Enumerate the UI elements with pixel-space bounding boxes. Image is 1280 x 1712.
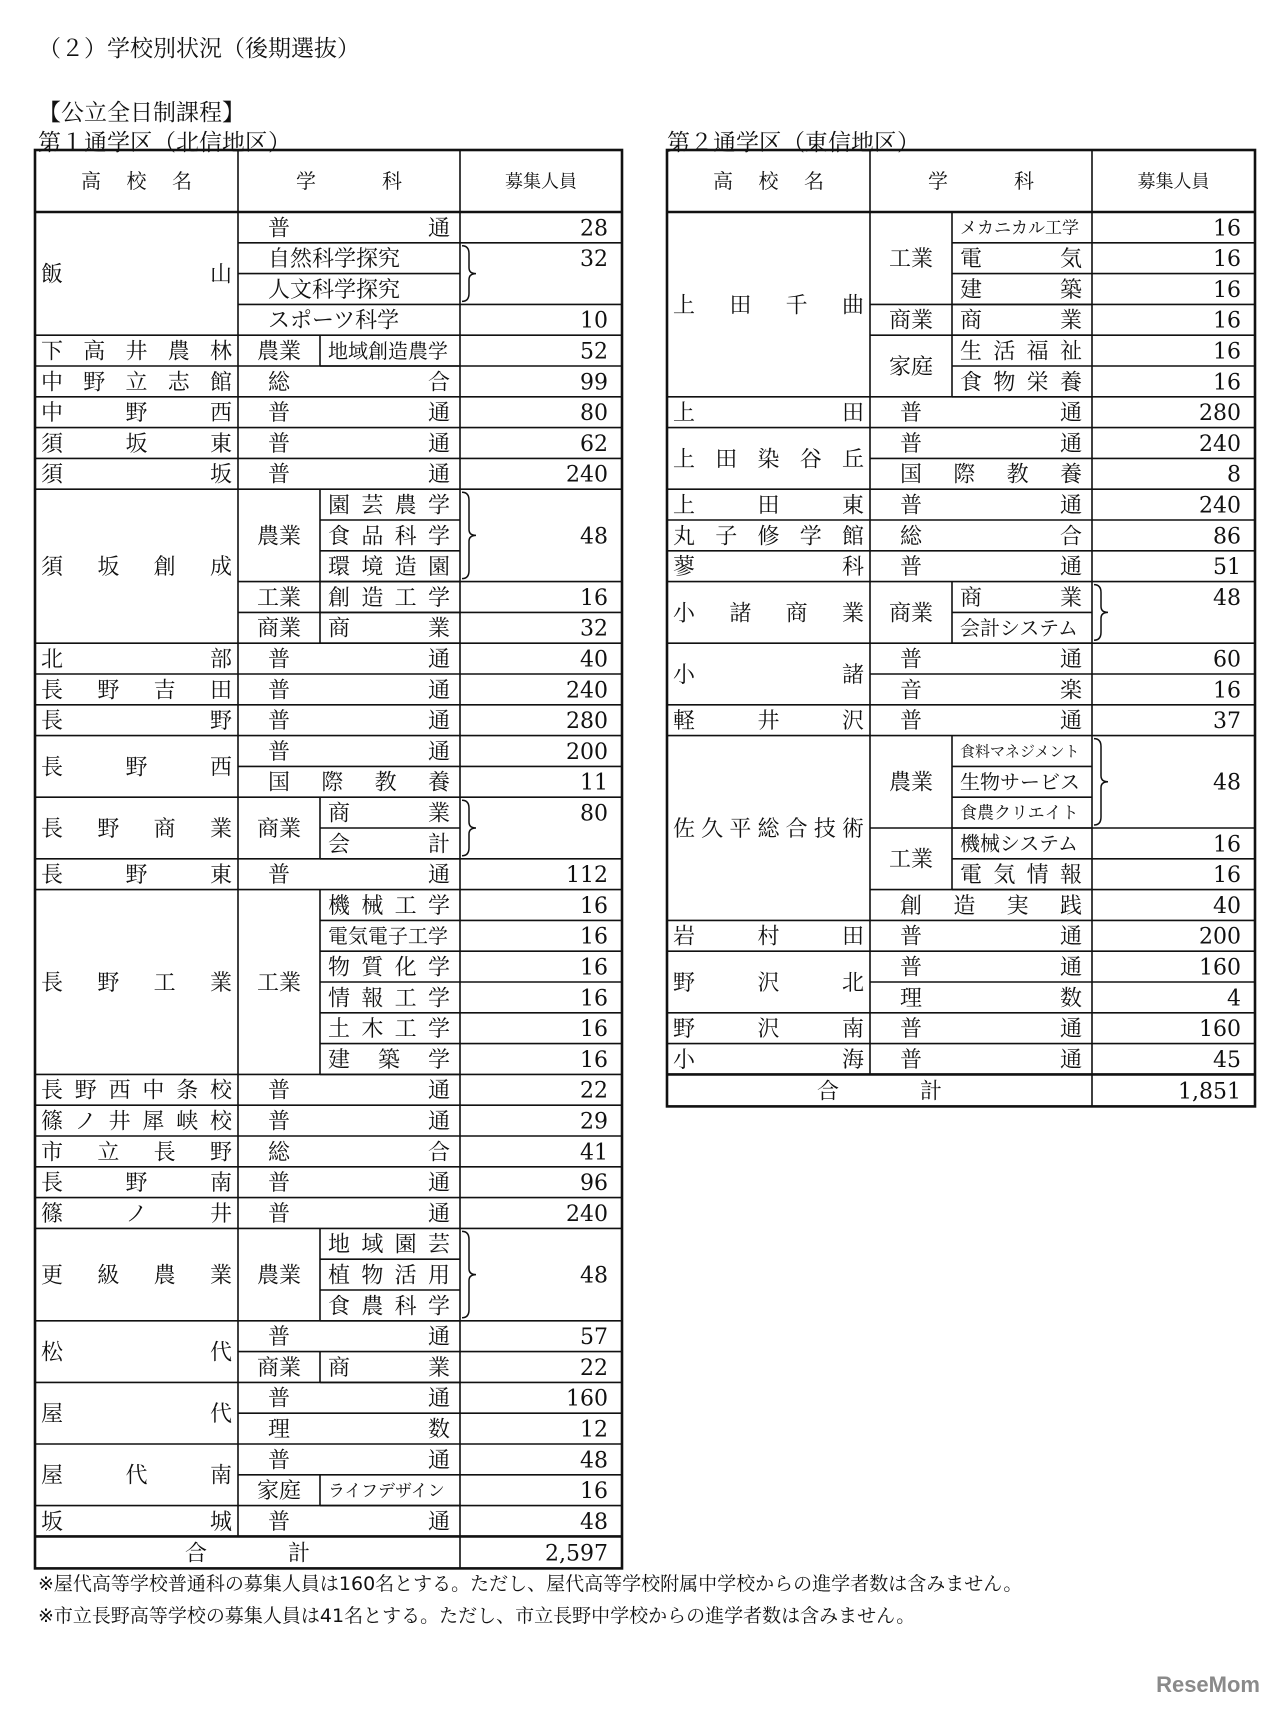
capacity-value: 80 <box>580 401 608 427</box>
capacity-value: 240 <box>566 462 608 488</box>
department-name: 理 数 <box>900 986 1082 1012</box>
table-row <box>320 924 622 951</box>
school-name: 丸子修学館 <box>673 524 864 550</box>
table-row <box>320 1048 622 1074</box>
school-name: 上田 <box>673 401 864 427</box>
school-name: 長野西中条校 <box>41 1078 232 1104</box>
school-group <box>35 1387 622 1444</box>
capacity-value: 16 <box>580 893 608 919</box>
brace-bracket <box>462 1231 476 1317</box>
table-row <box>238 863 622 889</box>
capacity-value: 8 <box>1227 462 1241 488</box>
school-name: 屋代南 <box>41 1463 232 1489</box>
footnotes <box>38 1568 1022 1632</box>
school-name: 小海 <box>673 1047 864 1073</box>
school-name: 下高井農林 <box>41 339 232 365</box>
school-group <box>35 432 622 458</box>
capacity-value: 16 <box>1213 277 1241 303</box>
department-name: 機械システム <box>960 831 1078 856</box>
category-label: 工業 <box>888 847 934 873</box>
department-name: 普 通 <box>900 709 1082 735</box>
department-name: 普 通 <box>900 955 1082 981</box>
category-label: 商業 <box>256 616 302 642</box>
capacity-value: 22 <box>580 1355 608 1381</box>
table-row <box>238 1352 622 1383</box>
school-name: 長野南 <box>41 1171 232 1197</box>
department-name: 建 築 <box>960 277 1082 303</box>
category-label: 家庭 <box>888 354 934 380</box>
table-row <box>320 1264 460 1290</box>
capacity-value: 240 <box>566 1201 608 1227</box>
capacity-value: 40 <box>580 647 608 673</box>
department-name: 普 通 <box>268 863 450 889</box>
department-name: 商 業 <box>328 801 450 827</box>
table-row <box>238 1202 622 1228</box>
capacity-value: 80 <box>580 801 608 827</box>
school-name: 野沢南 <box>673 1017 864 1043</box>
table-row <box>320 986 622 1012</box>
page-title: （２）学校別状況（後期選抜） <box>38 36 360 62</box>
capacity-value: 32 <box>580 616 608 642</box>
school-name: 市立長野 <box>41 1140 232 1166</box>
school-name: 更級農業 <box>41 1263 232 1289</box>
school-name: 小諸商業 <box>673 601 864 627</box>
department-name: 創造実践 <box>900 893 1082 919</box>
school-group <box>35 890 622 1075</box>
department-name: 普 通 <box>268 431 450 457</box>
capacity-value: 86 <box>1213 524 1241 550</box>
table-row <box>320 1294 460 1320</box>
school-name: 上田東 <box>673 493 864 519</box>
school-group <box>35 797 622 859</box>
department-name: 会 計 <box>328 832 450 858</box>
capacity-value: 48 <box>1213 585 1241 611</box>
capacity-value: 52 <box>580 339 608 365</box>
capacity-value: 16 <box>1213 339 1241 365</box>
school-group <box>35 678 622 704</box>
capacity-value: 37 <box>1213 709 1241 735</box>
school-group <box>35 863 622 889</box>
footnote: ※市立長野高等学校の募集人員は41名とする。ただし、市立長野中学校からの進学者数は含みません。 <box>38 1605 916 1627</box>
department-name: スポーツ科学 <box>268 308 400 334</box>
table-row <box>238 1079 622 1105</box>
header-dept: 学 科 <box>928 169 1034 194</box>
school-name: 須坂創成 <box>41 555 232 581</box>
department-name: 総 合 <box>900 524 1082 550</box>
school-name: 須坂東 <box>41 431 232 457</box>
table-row <box>320 524 460 550</box>
department-name: 総 合 <box>268 1140 450 1166</box>
capacity-value: 62 <box>580 431 608 457</box>
table-row <box>320 1017 622 1043</box>
capacity-value: 16 <box>580 585 608 611</box>
department-name: 音 楽 <box>900 678 1082 704</box>
department-name: 創造工学 <box>328 585 450 611</box>
department-name: 商 業 <box>328 616 450 642</box>
brace-bracket <box>462 246 476 302</box>
department-name: 普 通 <box>268 1325 450 1351</box>
header-school: 高 校 名 <box>713 169 824 194</box>
department-name: 機械工学 <box>328 893 450 919</box>
department-name: 植物活用 <box>328 1263 450 1289</box>
capacity-value: 48 <box>580 524 608 550</box>
department-name: 普 通 <box>268 462 450 488</box>
department-name: 園芸農学 <box>328 493 450 519</box>
capacity-value: 12 <box>580 1417 608 1443</box>
department-name: 食品科学 <box>328 524 450 550</box>
capacity-value: 240 <box>566 678 608 704</box>
capacity-value: 16 <box>1213 308 1241 334</box>
brace-bracket <box>462 492 476 578</box>
table-row <box>238 216 622 242</box>
header-capacity: 募集人員 <box>505 171 577 193</box>
school-name: 長野 <box>41 709 232 735</box>
capacity-value: 16 <box>580 1017 608 1043</box>
department-name: 普 通 <box>900 493 1082 519</box>
capacity-value: 29 <box>580 1109 608 1135</box>
school-name: 長野東 <box>41 863 232 889</box>
school-name: 長野商業 <box>41 816 232 842</box>
capacity-value: 40 <box>1213 893 1241 919</box>
table-row <box>238 582 622 613</box>
department-name: 普 通 <box>900 431 1082 457</box>
category-label: 工業 <box>256 970 302 996</box>
school-name: 松代 <box>41 1340 232 1366</box>
department-name: 土木工学 <box>328 1017 450 1043</box>
department-name: 普 通 <box>900 647 1082 673</box>
category-label: 商業 <box>256 1355 302 1381</box>
table-row <box>238 1510 622 1536</box>
table-row <box>238 1448 622 1474</box>
category-label: 農業 <box>256 524 302 550</box>
footnote: ※屋代高等学校普通科の募集人員は160名とする。ただし、屋代高等学校附属中学校からの進学者数は含みません。 <box>38 1573 1023 1595</box>
table-row <box>238 370 622 396</box>
department-name: 情報工学 <box>328 986 450 1012</box>
school-name: 上田千曲 <box>673 293 864 319</box>
department-name: 食物栄養 <box>960 370 1082 396</box>
capacity-value: 57 <box>580 1325 608 1351</box>
capacity-value: 16 <box>580 1479 608 1505</box>
school-name: 野沢北 <box>673 970 864 996</box>
table-row <box>238 709 622 735</box>
school-group <box>35 1228 622 1320</box>
school-name: 須坂 <box>41 462 232 488</box>
course-label: 【公立全日制課程】 <box>38 100 245 126</box>
total-label: 合 計 <box>185 1541 310 1567</box>
table-header <box>81 169 577 193</box>
capacity-value: 16 <box>1213 863 1241 889</box>
school-name: 中野西 <box>41 401 232 427</box>
capacity-value: 48 <box>580 1509 608 1535</box>
capacity-value: 16 <box>580 924 608 950</box>
header-school: 高 校 名 <box>81 169 192 194</box>
table-row <box>238 1110 622 1136</box>
department-name: 会計システム <box>960 616 1078 640</box>
department-name: ライフデザイン <box>328 1481 445 1502</box>
capacity-value: 32 <box>580 247 608 273</box>
department-name: メカニカル工学 <box>960 218 1079 239</box>
department-name: 電気情報 <box>960 863 1082 889</box>
department-name: 普 通 <box>900 401 1082 427</box>
capacity-value: 4 <box>1227 986 1241 1012</box>
table-row <box>238 278 460 304</box>
capacity-value: 48 <box>1213 770 1241 796</box>
school-name: 屋代 <box>41 1402 232 1428</box>
table-row <box>238 401 622 427</box>
total-value: 1,851 <box>1178 1079 1241 1105</box>
capacity-value: 28 <box>580 216 608 242</box>
table-row <box>320 555 460 581</box>
department-name: 環境造園 <box>328 555 450 581</box>
header-capacity: 募集人員 <box>1137 171 1210 193</box>
table-row <box>238 335 622 366</box>
school-group <box>35 709 622 735</box>
department-name: 人文科学探究 <box>268 277 401 303</box>
department-name: 地域創造農学 <box>328 338 448 363</box>
department-name: 食料マネジメント <box>960 742 1080 761</box>
capacity-value: 280 <box>566 709 608 735</box>
capacity-value: 11 <box>580 770 608 796</box>
capacity-value: 10 <box>580 308 608 334</box>
brace-bracket <box>462 800 476 856</box>
table-row <box>238 463 622 489</box>
school-name: 北部 <box>41 647 232 673</box>
capacity-value: 240 <box>1199 431 1241 457</box>
school-name: 軽井沢 <box>673 709 864 735</box>
table-row <box>238 612 622 643</box>
school-name: 坂城 <box>41 1509 232 1535</box>
school-name: 長野西 <box>41 755 232 781</box>
school-group <box>35 740 622 797</box>
category-label: 工業 <box>256 585 302 611</box>
department-name: 普 通 <box>268 401 450 427</box>
capacity-value: 99 <box>580 370 608 396</box>
table-body <box>35 150 622 1568</box>
school-group <box>35 370 622 396</box>
department-name: 食農科学 <box>328 1294 450 1320</box>
total-value: 2,597 <box>545 1541 608 1567</box>
table-row <box>238 1418 622 1444</box>
capacity-value: 16 <box>1213 678 1241 704</box>
department-name: 普 通 <box>268 1386 450 1412</box>
department-name: 普 通 <box>268 1448 450 1474</box>
school-group <box>35 216 622 335</box>
capacity-value: 200 <box>1199 924 1241 950</box>
department-name: 普 通 <box>268 647 450 673</box>
department-name: 普 通 <box>900 1017 1082 1043</box>
school-name: 上田染谷丘 <box>673 447 864 473</box>
header-dept: 学 科 <box>296 169 402 194</box>
school-name: 篠ノ井 <box>41 1201 232 1227</box>
table-row <box>238 1171 622 1197</box>
school-group <box>35 1202 622 1228</box>
capacity-value: 160 <box>1199 955 1241 981</box>
department-name: 自然科学探究 <box>268 247 401 273</box>
department-name: 国際教養 <box>900 462 1082 488</box>
capacity-value: 16 <box>580 1047 608 1073</box>
department-name: 普 通 <box>268 1171 450 1197</box>
school-group <box>35 335 622 366</box>
capacity-value: 112 <box>566 863 608 889</box>
capacity-value: 48 <box>580 1263 608 1289</box>
department-name: 普 通 <box>268 1201 450 1227</box>
department-name: 商 業 <box>960 308 1082 334</box>
capacity-value: 16 <box>1213 247 1241 273</box>
capacity-value: 200 <box>566 739 608 765</box>
capacity-value: 16 <box>1213 370 1241 396</box>
department-name: 普 通 <box>268 678 450 704</box>
department-name: 理 数 <box>268 1417 450 1443</box>
department-name: 普 通 <box>900 924 1082 950</box>
department-name: 普 通 <box>268 739 450 765</box>
department-name: 普 通 <box>900 555 1082 581</box>
category-label: 家庭 <box>256 1479 302 1505</box>
table-row <box>238 771 622 797</box>
category-label: 農業 <box>256 1263 302 1289</box>
district1-label: 第１通学区（北信地区） <box>38 130 291 156</box>
category-label: 農業 <box>888 770 934 796</box>
capacity-value: 16 <box>580 955 608 981</box>
table-row <box>238 1475 622 1506</box>
district2-label: 第２通学区（東信地区） <box>667 130 920 156</box>
capacity-value: 41 <box>580 1140 608 1166</box>
department-name: 商 業 <box>960 585 1082 611</box>
department-name: 普 通 <box>268 216 450 242</box>
table-row <box>238 1325 622 1351</box>
school-name: 中野立志館 <box>41 370 232 396</box>
table-row <box>238 309 622 335</box>
department-name: 物質化学 <box>328 955 450 981</box>
school-group <box>35 489 622 643</box>
capacity-value: 16 <box>580 986 608 1012</box>
school-name: 飯山 <box>41 262 232 288</box>
department-name: 生活福祉 <box>960 339 1082 365</box>
capacity-value: 280 <box>1199 401 1241 427</box>
capacity-value: 60 <box>1213 647 1241 673</box>
capacity-value: 22 <box>580 1078 608 1104</box>
department-name: 食農クリエイト <box>960 803 1079 824</box>
department-name: 総 合 <box>268 370 450 396</box>
school-group <box>35 1448 622 1505</box>
department-name: 商 業 <box>328 1355 450 1381</box>
total-label: 合 計 <box>817 1079 942 1105</box>
school-group <box>35 1079 622 1105</box>
capacity-value: 240 <box>1199 493 1241 519</box>
department-name: 電気電子工学 <box>328 924 448 948</box>
department-name: 国際教養 <box>268 770 450 796</box>
school-name: 篠ノ井犀峡校 <box>41 1109 232 1135</box>
capacity-value: 51 <box>1213 555 1241 581</box>
school-name: 長野工業 <box>41 970 232 996</box>
category-label: 商業 <box>256 816 302 842</box>
capacity-value: 48 <box>580 1448 608 1474</box>
table-row <box>238 740 622 766</box>
department-name: 電 気 <box>960 247 1082 273</box>
total-row <box>185 1541 608 1566</box>
school-group <box>41 1510 622 1536</box>
capacity-value: 45 <box>1213 1047 1241 1073</box>
school-name: 佐久平総合技術 <box>673 816 864 842</box>
category-label: 工業 <box>888 247 934 273</box>
table-row <box>238 1140 622 1166</box>
category-label: 商業 <box>888 601 934 627</box>
department-name: 普 通 <box>268 1509 450 1535</box>
capacity-value: 16 <box>1213 832 1241 858</box>
school-group <box>35 648 622 674</box>
department-name: 普 通 <box>268 1078 450 1104</box>
school-group <box>35 1325 622 1382</box>
school-group <box>35 401 622 427</box>
school-group <box>35 1171 622 1197</box>
category-label: 農業 <box>256 339 302 365</box>
school-name: 長野吉田 <box>41 678 232 704</box>
table-row <box>238 678 622 704</box>
department-name: 建築学 <box>328 1047 450 1073</box>
department-name: 地域園芸 <box>328 1232 450 1258</box>
school-name: 小諸 <box>673 662 864 688</box>
department-name: 普 通 <box>268 709 450 735</box>
department-name: 生物サービス <box>960 770 1080 794</box>
category-label: 商業 <box>888 308 934 334</box>
capacity-value: 96 <box>580 1171 608 1197</box>
table-row <box>238 648 622 674</box>
school-group <box>35 1140 622 1166</box>
watermark-logo: ReseMom <box>1156 1672 1260 1697</box>
school-group <box>35 1110 622 1136</box>
school-group <box>35 463 622 489</box>
table-row <box>238 1387 622 1413</box>
school-name: 蓼科 <box>673 555 864 581</box>
department-name: 普 通 <box>900 1047 1082 1073</box>
capacity-value: 160 <box>1199 1017 1241 1043</box>
capacity-value: 16 <box>1213 216 1241 242</box>
table-row <box>238 432 622 458</box>
table-row <box>320 956 622 982</box>
school-name: 岩村田 <box>673 924 864 950</box>
table-row <box>320 832 460 858</box>
department-name: 普 通 <box>268 1109 450 1135</box>
capacity-value: 160 <box>566 1386 608 1412</box>
